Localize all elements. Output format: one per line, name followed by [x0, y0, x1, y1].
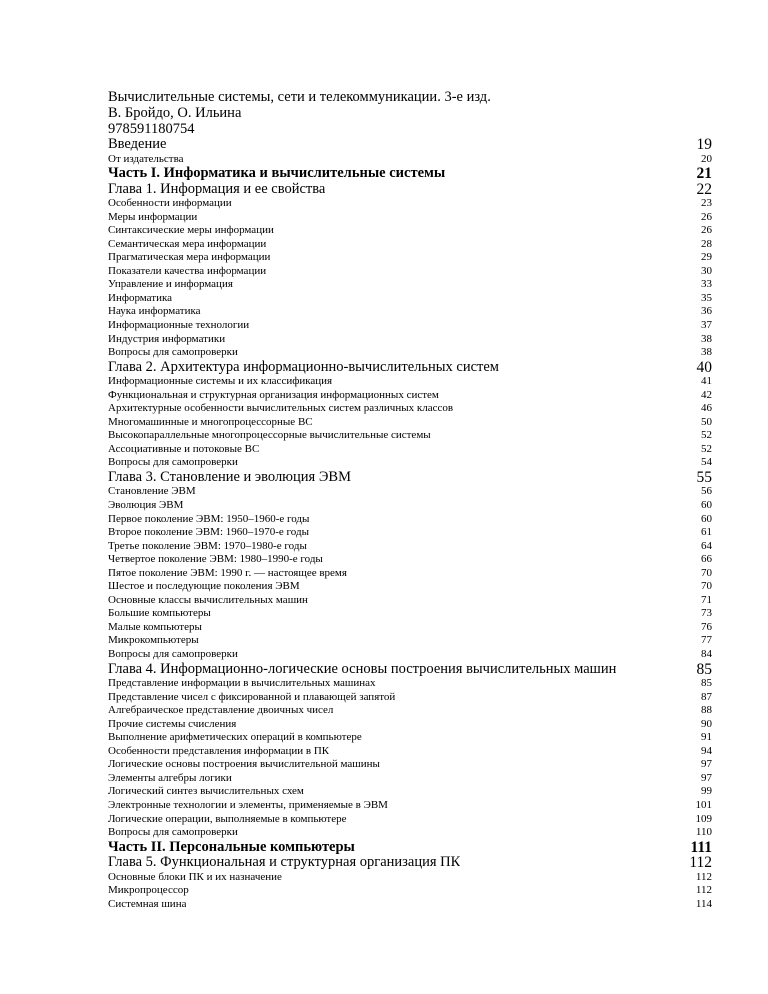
toc-entry-title: Микрокомпьютеры: [108, 634, 199, 647]
toc-section-entry: [108, 621, 712, 635]
toc-entry-title: Первое поколение ЭВМ: 1950–1960-е годы: [108, 512, 310, 525]
toc-entry-title: Управление и информация: [108, 278, 233, 291]
table-of-contents: [108, 137, 712, 911]
toc-entry-page-number: 42: [701, 388, 712, 401]
toc-entry-page-number: 28: [701, 237, 712, 250]
toc-entry-page-number: 99: [701, 785, 712, 798]
toc-section-entry: [108, 607, 712, 621]
toc-entry-page-number: 111: [690, 838, 712, 856]
toc-section-entry: [108, 745, 712, 759]
toc-section-entry: [108, 772, 712, 786]
toc-section-entry: [108, 197, 712, 211]
toc-entry-page-number: 55: [696, 468, 712, 486]
toc-section-entry: [108, 731, 712, 745]
toc-entry-title: Вопросы для самопроверки: [108, 648, 238, 660]
toc-section-entry: [108, 224, 712, 238]
toc-entry-title: Малые компьютеры: [108, 620, 202, 633]
toc-section-entry: [108, 677, 712, 691]
toc-entry-title: Информатика: [108, 291, 173, 304]
toc-entry-page-number: 71: [701, 593, 712, 606]
toc-entry-title: Представление информации в вычислительных машинах: [108, 677, 376, 690]
toc-entry-page-number: 38: [701, 346, 712, 359]
toc-section-entry: [108, 785, 712, 799]
toc-entry-title: Вопросы для самопроверки: [108, 456, 238, 469]
toc-section-entry: [108, 278, 712, 292]
toc-section-entry: [108, 456, 712, 470]
toc-entry-title: Функциональная и структурная организация информационных систем: [108, 388, 439, 401]
toc-entry-title: Логический синтез вычислительных схем: [108, 785, 304, 798]
toc-entry-page-number: 110: [695, 826, 712, 839]
toc-entry-title: Третье поколение ЭВМ: 1970–1980-е годы: [108, 539, 307, 552]
toc-section-entry: [108, 485, 712, 499]
toc-entry-title: Глава 2. Архитектура информационно-вычислительных систем: [108, 359, 499, 375]
toc-section-entry: [108, 580, 712, 594]
toc-entry-title: Семантическая мера информации: [108, 237, 267, 250]
toc-entry-page-number: 56: [701, 485, 712, 498]
toc-entry-page-number: 77: [701, 634, 712, 647]
toc-entry-page-number: 30: [701, 264, 712, 277]
book-isbn: 978591180754: [108, 121, 195, 137]
toc-entry-page-number: 97: [701, 771, 712, 784]
toc-entry-page-number: 41: [701, 375, 712, 388]
toc-entry-title: Наука информатика: [108, 305, 201, 318]
toc-entry-title: Глава 5. Функциональная и структурная организация ПК: [108, 855, 461, 871]
toc-section-entry: [108, 346, 712, 360]
toc-entry-page-number: 35: [701, 291, 712, 304]
toc-entry-page-number: 52: [701, 429, 712, 442]
toc-entry-title: Вопросы для самопроверки: [108, 346, 238, 359]
toc-section-entry: [108, 429, 712, 443]
toc-entry-page-number: 90: [701, 717, 712, 730]
toc-entry-title: Информационные технологии: [108, 318, 250, 331]
toc-entry-page-number: 36: [701, 305, 712, 318]
toc-section-entry: [108, 251, 712, 265]
toc-entry-title: Особенности информации: [108, 197, 232, 210]
toc-section-entry: [108, 799, 712, 813]
toc-entry-page-number: 26: [701, 210, 712, 223]
toc-section-entry: [108, 305, 712, 319]
toc-part-entry: [108, 840, 712, 856]
toc-entry-title: Четвертое поколение ЭВМ: 1980–1990-е годы: [108, 553, 323, 566]
toc-entry-title: Вопросы для самопроверки: [108, 826, 238, 839]
toc-entry-title: Электронные технологии и элементы, применяемые в ЭВМ: [108, 798, 388, 811]
toc-entry-page-number: 60: [701, 512, 712, 525]
toc-section-entry: [108, 153, 712, 167]
toc-entry-title: Второе поколение ЭВМ: 1960–1970-е годы: [108, 526, 309, 539]
toc-entry-page-number: 76: [701, 620, 712, 633]
toc-entry-title: Меры информации: [108, 210, 198, 223]
toc-entry-page-number: 70: [701, 566, 712, 579]
toc-entry-page-number: 64: [701, 539, 712, 552]
toc-section-entry: [108, 540, 712, 554]
toc-entry-page-number: 101: [695, 798, 712, 811]
toc-section-entry: [108, 389, 712, 403]
toc-entry-page-number: 20: [701, 152, 712, 165]
toc-section-entry: [108, 758, 712, 772]
toc-entry-title: Часть II. Персональные компьютеры: [108, 839, 355, 855]
toc-section-entry: [108, 526, 712, 540]
document-page: [108, 89, 712, 911]
toc-section-entry: [108, 826, 712, 840]
toc-entry-title: Показатели качества информации: [108, 264, 267, 277]
toc-entry-page-number: 52: [701, 442, 712, 455]
toc-entry-title: Основные блоки ПК и их назначение: [108, 870, 282, 883]
toc-entry-title: Синтаксические меры информации: [108, 224, 274, 237]
toc-entry-title: Ассоциативные и потоковые ВС: [108, 442, 260, 455]
toc-entry-title: Пятое поколение ЭВМ: 1990 г. — настоящее время: [108, 566, 347, 579]
toc-entry-title: Архитектурные особенности вычислительных систем различных классов: [108, 402, 454, 415]
toc-chapter-entry: [108, 662, 712, 678]
toc-chapter-entry: [108, 855, 712, 871]
toc-entry-page-number: 84: [701, 648, 712, 660]
toc-section-entry: [108, 375, 712, 389]
toc-section-entry: [108, 443, 712, 457]
toc-section-entry: [108, 416, 712, 430]
toc-entry-title: Логические операции, выполняемые в компьютере: [108, 812, 347, 825]
toc-section-entry: [108, 594, 712, 608]
toc-section-entry: [108, 567, 712, 581]
toc-entry-page-number: 112: [689, 854, 712, 872]
toc-entry-page-number: 61: [701, 526, 712, 539]
toc-entry-page-number: 73: [701, 607, 712, 620]
toc-entry-page-number: 38: [701, 332, 712, 345]
toc-section-entry: [108, 648, 712, 662]
toc-entry-page-number: 114: [695, 897, 712, 910]
toc-entry-page-number: 109: [695, 812, 712, 825]
toc-entry-page-number: 112: [695, 884, 712, 897]
toc-entry-title: От издательства: [108, 152, 184, 165]
toc-entry-page-number: 54: [701, 456, 712, 469]
toc-entry-title: Элементы алгебры логики: [108, 771, 232, 784]
toc-entry-page-number: 21: [696, 165, 712, 183]
toc-entry-page-number: 112: [695, 870, 712, 883]
book-authors: В. Бройдо, О. Ильина: [108, 105, 242, 121]
toc-entry-title: Часть I. Информатика и вычислительные системы: [108, 166, 446, 182]
toc-entry-page-number: 37: [701, 318, 712, 331]
toc-chapter-entry: [108, 470, 712, 486]
toc-entry-title: Введение: [108, 137, 167, 152]
toc-section-entry: [108, 898, 712, 912]
toc-entry-title: Глава 4. Информационно-логические основы построения вычислительных машин: [108, 661, 617, 677]
toc-entry-page-number: 50: [701, 415, 712, 428]
toc-entry-page-number: 40: [696, 358, 712, 376]
toc-entry-title: Особенности представления информации в ПК: [108, 744, 330, 757]
toc-section-entry: [108, 265, 712, 279]
toc-entry-page-number: 70: [701, 580, 712, 593]
toc-entry-page-number: 29: [701, 251, 712, 264]
toc-entry-title: Эволюция ЭВМ: [108, 498, 184, 511]
toc-entry-page-number: 85: [701, 677, 712, 690]
toc-entry-page-number: 22: [696, 180, 712, 198]
toc-chapter-entry: [108, 137, 712, 153]
toc-chapter-entry: [108, 360, 712, 376]
toc-part-entry: [108, 166, 712, 182]
toc-entry-page-number: 23: [701, 197, 712, 210]
toc-entry-title: Шестое и последующие поколения ЭВМ: [108, 580, 300, 593]
toc-entry-title: Прочие системы счисления: [108, 717, 237, 730]
toc-section-entry: [108, 333, 712, 347]
toc-entry-page-number: 19: [696, 136, 712, 153]
toc-entry-title: Основные классы вычислительных машин: [108, 593, 308, 606]
toc-entry-page-number: 85: [696, 660, 712, 678]
toc-entry-title: Микропроцессор: [108, 884, 189, 897]
toc-entry-title: Информационные системы и их классификация: [108, 375, 333, 388]
toc-entry-page-number: 94: [701, 744, 712, 757]
toc-section-entry: [108, 884, 712, 898]
toc-chapter-entry: [108, 182, 712, 198]
toc-section-entry: [108, 238, 712, 252]
toc-entry-title: Высокопараллельные многопроцессорные вычислительные системы: [108, 429, 431, 442]
toc-entry-title: Представление чисел с фиксированной и плавающей запятой: [108, 690, 396, 703]
toc-entry-title: Глава 3. Становление и эволюция ЭВМ: [108, 469, 351, 485]
toc-entry-title: Большие компьютеры: [108, 607, 211, 620]
toc-entry-page-number: 87: [701, 690, 712, 703]
toc-section-entry: [108, 292, 712, 306]
toc-entry-title: Глава 1. Информация и ее свойства: [108, 181, 326, 197]
toc-entry-title: Логические основы построения вычислительной машины: [108, 758, 380, 771]
toc-entry-title: Становление ЭВМ: [108, 485, 196, 498]
toc-section-entry: [108, 634, 712, 648]
toc-entry-title: Выполнение арифметических операций в компьютере: [108, 731, 362, 744]
toc-section-entry: [108, 211, 712, 225]
toc-entry-title: Прагматическая мера информации: [108, 251, 271, 264]
toc-entry-title: Алгебраическое представление двоичных чисел: [108, 704, 334, 717]
toc-section-entry: [108, 553, 712, 567]
toc-entry-title: Индустрия информатики: [108, 332, 226, 345]
toc-entry-page-number: 60: [701, 498, 712, 511]
toc-entry-page-number: 97: [701, 758, 712, 771]
toc-entry-page-number: 88: [701, 704, 712, 717]
toc-entry-page-number: 66: [701, 553, 712, 566]
toc-section-entry: [108, 691, 712, 705]
toc-section-entry: [108, 499, 712, 513]
toc-entry-title: Системная шина: [108, 897, 187, 910]
toc-section-entry: [108, 871, 712, 885]
toc-section-entry: [108, 704, 712, 718]
toc-section-entry: [108, 513, 712, 527]
toc-section-entry: [108, 813, 712, 827]
toc-entry-title: Многомашинные и многопроцессорные ВС: [108, 415, 313, 428]
toc-section-entry: [108, 718, 712, 732]
toc-entry-page-number: 26: [701, 224, 712, 237]
toc-section-entry: [108, 402, 712, 416]
toc-entry-page-number: 33: [701, 278, 712, 291]
toc-section-entry: [108, 319, 712, 333]
toc-entry-page-number: 46: [701, 402, 712, 415]
book-title: Вычислительные системы, сети и телекоммуникации. 3-е изд.: [108, 89, 491, 105]
toc-entry-page-number: 91: [701, 731, 712, 744]
